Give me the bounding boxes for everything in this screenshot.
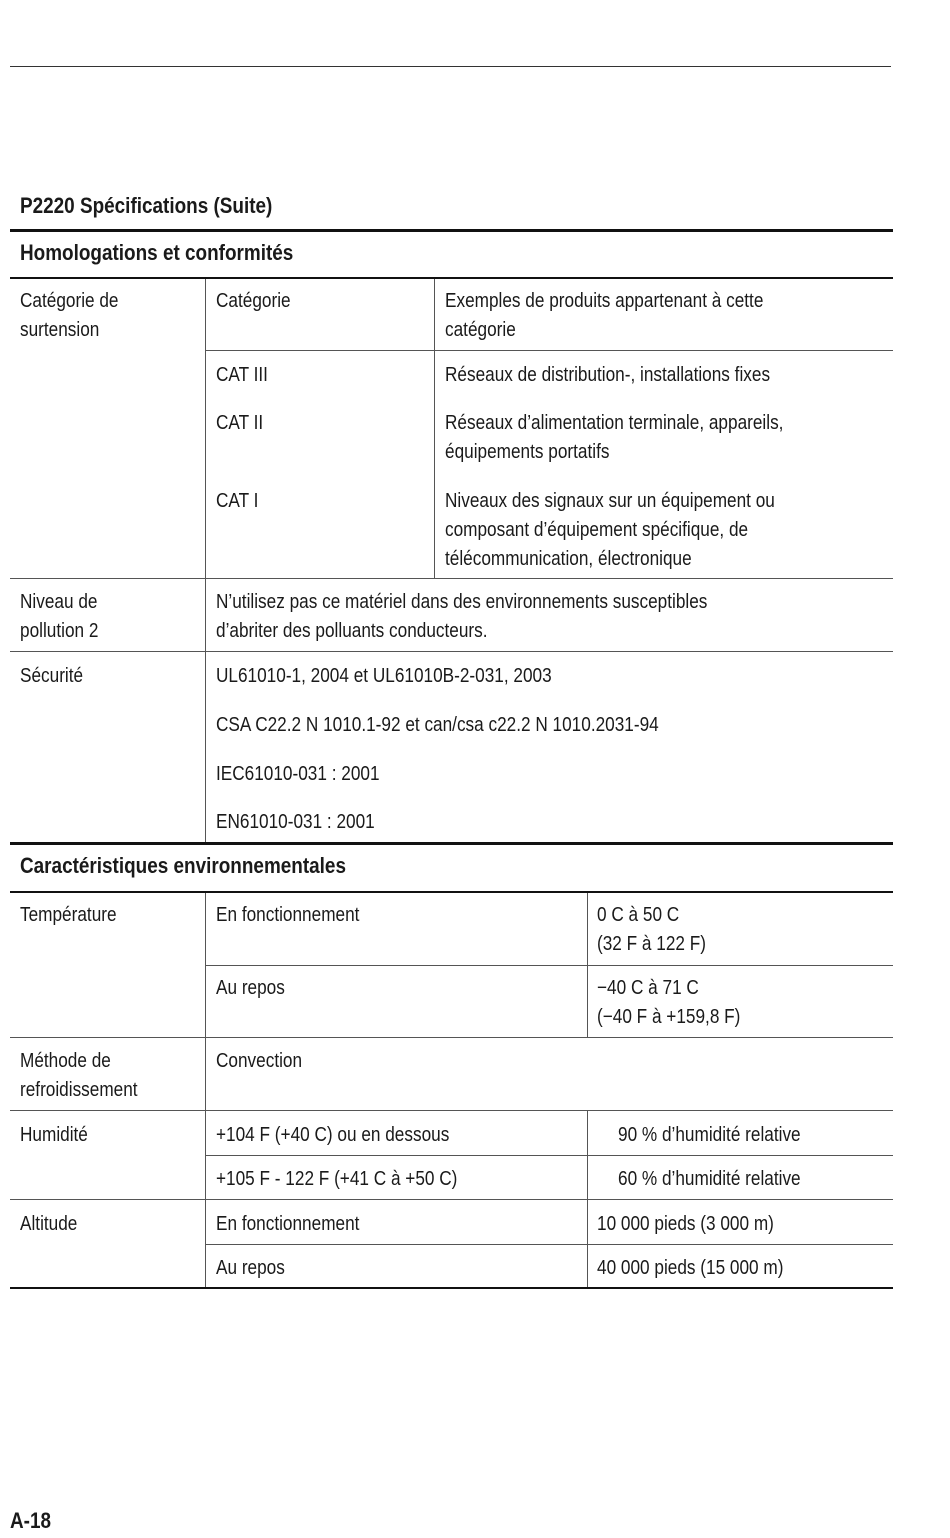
temperature-value-line2: (−40 F à +159,8 F) xyxy=(597,1006,741,1028)
divider xyxy=(10,1037,893,1038)
surge-col3-header-line1: Exemples de produits appartenant à cette xyxy=(445,290,764,312)
pollution-label-line2: pollution 2 xyxy=(20,620,99,642)
divider xyxy=(205,893,206,1288)
temperature-cond: Au repos xyxy=(216,977,285,999)
surge-col3-header-line2: catégorie xyxy=(445,319,516,341)
cat-iii-label: CAT III xyxy=(216,364,268,386)
cat-i-label: CAT I xyxy=(216,490,259,512)
safety-label: Sécurité xyxy=(20,665,84,687)
pollution-text-line2: d’abriter des polluants conducteurs. xyxy=(216,620,488,642)
cat-ii-desc-line2: équipements portatifs xyxy=(445,441,610,463)
divider xyxy=(205,279,206,578)
divider xyxy=(10,578,893,579)
cat-ii-desc-line1: Réseaux d’alimentation terminale, appareils, xyxy=(445,412,784,434)
surge-label-line2: surtension xyxy=(20,319,100,341)
divider xyxy=(205,350,893,351)
cooling-label-line1: Méthode de xyxy=(20,1050,111,1072)
safety-item: EN61010-031 : 2001 xyxy=(216,811,375,833)
humidity-cond: +104 F (+40 C) ou en dessous xyxy=(216,1124,450,1146)
page-number: A-18 xyxy=(10,1508,52,1533)
divider xyxy=(587,893,588,1037)
divider xyxy=(205,578,206,843)
top-rule xyxy=(10,66,891,67)
cooling-value: Convection xyxy=(216,1050,303,1072)
humidity-label: Humidité xyxy=(20,1124,88,1146)
divider xyxy=(10,1110,893,1111)
temperature-value-line1: −40 C à 71 C xyxy=(597,977,699,999)
section-title: Homologations et conformités xyxy=(20,240,294,265)
page-title: P2220 Spécifications (Suite) xyxy=(20,193,273,218)
divider xyxy=(587,1110,588,1199)
altitude-value: 40 000 pieds (15 000 m) xyxy=(597,1257,784,1279)
cat-i-desc-line1: Niveaux des signaux sur un équipement ou xyxy=(445,490,775,512)
divider xyxy=(10,1199,893,1200)
surge-col2-header: Catégorie xyxy=(216,290,291,312)
section-header-environmental xyxy=(10,842,893,893)
cat-ii-label: CAT II xyxy=(216,412,264,434)
section-title: Caractéristiques environnementales xyxy=(20,853,346,878)
section-header-homologations xyxy=(10,229,893,279)
divider xyxy=(205,965,893,966)
humidity-cond: +105 F - 122 F (+41 C à +50 C) xyxy=(216,1168,458,1190)
pollution-text-line1: N’utilisez pas ce matériel dans des environnements susceptibles xyxy=(216,591,708,613)
divider xyxy=(434,279,435,578)
temperature-value-line1: 0 C à 50 C xyxy=(597,904,680,926)
surge-label-line1: Catégorie de xyxy=(20,290,119,312)
temperature-label: Température xyxy=(20,904,117,926)
safety-item: UL61010-1, 2004 et UL61010B-2-031, 2003 xyxy=(216,665,552,687)
humidity-value: 60 % d’humidité relative xyxy=(618,1168,801,1190)
altitude-value: 10 000 pieds (3 000 m) xyxy=(597,1213,774,1235)
humidity-value: 90 % d’humidité relative xyxy=(618,1124,801,1146)
divider xyxy=(205,1244,893,1245)
divider xyxy=(587,1199,588,1287)
altitude-cond: Au repos xyxy=(216,1257,285,1279)
safety-item: IEC61010-031 : 2001 xyxy=(216,763,380,785)
temperature-cond: En fonctionnement xyxy=(216,904,360,926)
safety-item: CSA C22.2 N 1010.1-92 et can/csa c22.2 N 1010.2031-94 xyxy=(216,714,659,736)
cat-iii-desc: Réseaux de distribution-, installations fixes xyxy=(445,364,771,386)
cat-i-desc-line2: composant d’équipement spécifique, de xyxy=(445,519,749,541)
altitude-label: Altitude xyxy=(20,1213,78,1235)
temperature-value-line2: (32 F à 122 F) xyxy=(597,933,706,955)
altitude-cond: En fonctionnement xyxy=(216,1213,360,1235)
cooling-label-line2: refroidissement xyxy=(20,1079,138,1101)
divider xyxy=(10,651,893,652)
divider xyxy=(205,1155,893,1156)
pollution-label-line1: Niveau de xyxy=(20,591,98,613)
cat-i-desc-line3: télécommunication, électronique xyxy=(445,548,692,570)
table-bottom-rule xyxy=(10,1287,893,1289)
